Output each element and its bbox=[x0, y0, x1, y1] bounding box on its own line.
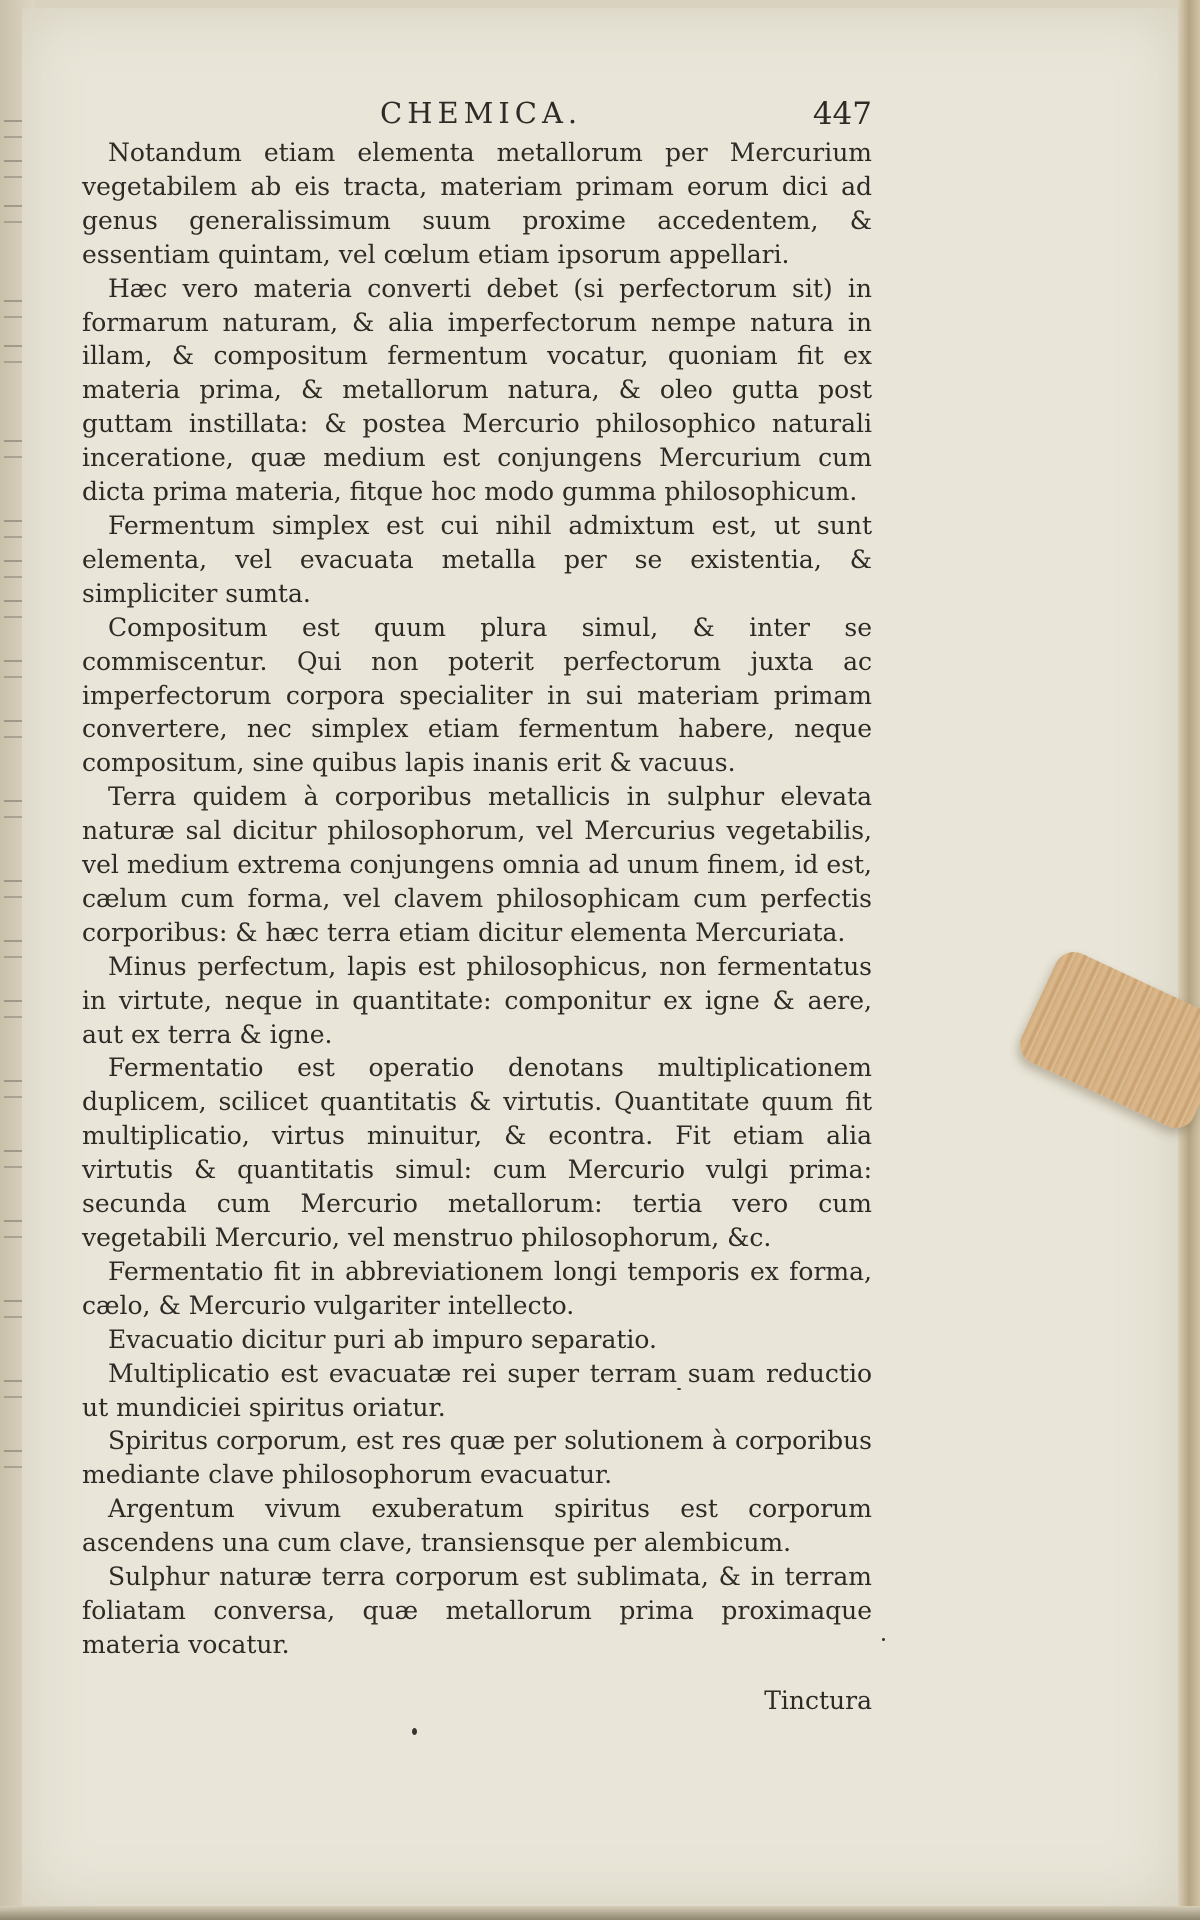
paragraph-2: Hæc vero materia converti debet (si perfectorum sit) in formarum naturam, & alia imperfectorum nempe natura in illam, & compositum fermentum vocatur, quoniam fit ex materia prima, & metallorum natura, & oleo gutta post guttam instillata: & postea Mercurio philosophico naturali inceratione, quæ medium est conjungens Mercurium cum dicta prima materia, fitque hoc modo gumma philosophicum. bbox=[82, 273, 872, 507]
page-right-edge bbox=[1178, 0, 1200, 1920]
page-number: 447 bbox=[812, 96, 872, 132]
paragraph-11: Spiritus corporum, est res quæ per solutionem à corporibus mediante clave philosophorum evacuatur. bbox=[82, 1426, 872, 1490]
paragraph-8: Fermentatio fit in abbreviationem longi temporis ex forma, cælo, & Mercurio vulgariter intellecto. bbox=[82, 1256, 872, 1320]
paragraph-13: Sulphur naturæ terra corporum est sublimata, & in terram foliatam conversa, quæ metallorum prima proximaque materia vocatur. bbox=[82, 1562, 872, 1659]
page-bottom-edge bbox=[0, 1906, 1200, 1920]
paragraph-4: Compositum est quum plura simul, & inter se commiscentur. Qui non poterit perfectorum juxta ac imperfectorum corpora specialiter in sui materiam primam convertere, nec simplex etiam fermentum habere, neque compositum, sine quibus lapis inanis erit & vacuus. bbox=[82, 612, 872, 778]
paragraph-3: Fermentum simplex est cui nihil admixtum est, ut sunt elementa, vel evacuata metalla per se existentia, & simpliciter sumta. bbox=[82, 510, 872, 608]
running-title: CHEMICA. bbox=[380, 96, 583, 130]
running-head bbox=[82, 88, 872, 136]
paragraph-5: Terra quidem à corporibus metallicis in sulphur elevata naturæ sal dicitur philosophorum, vel Mercurius vegetabilis, vel medium extrema conjungens omnia ad unum finem, id est, cælum cum forma, vel clavem philosophicam cum perfectis corporibus: & hæc terra etiam dicitur elementa Mercuriata. bbox=[82, 782, 872, 947]
paragraph-7: Fermentatio est operatio denotans multiplicationem duplicem, scilicet quantitatis & virtutis. Quantitate quum fit multiplicatio, virtus minuitur, & econtra. Fit etiam alia virtutis & quantitatis simul: cum Mercurio vulgi prima: secunda cum Mercurio metallorum: tertia vero cum vegetabili Mercurio, vel menstruo philosophorum, &c. bbox=[82, 1053, 872, 1252]
catchword: Tinctura bbox=[764, 1685, 872, 1715]
paragraph-1: Notandum etiam elementa metallorum per Mercurium vegetabilem ab eis tracta, materiam primam eorum dici ad genus generalissimum suum proxime accedentem, & essentiam quintam, vel cœlum etiam ipsorum appellari. bbox=[82, 138, 872, 269]
paragraph-6: Minus perfectum, lapis est philosophicus, non fermentatus in virtute, neque in quantitate: componitur ex igne & aere, aut ex terra & igne. bbox=[82, 951, 872, 1049]
paragraph-10: Multiplicatio est evacuatæ rei super terram suam reductio ut mundiciei spiritus oriatur. bbox=[82, 1358, 872, 1422]
text-block bbox=[82, 88, 872, 1715]
paragraph-12: Argentum vivum exuberatum spiritus est corporum ascendens una cum clave, transiensque per alembicum. bbox=[82, 1494, 872, 1558]
paragraph-9: Evacuatio dicitur puri ab impuro separatio. bbox=[108, 1324, 657, 1354]
